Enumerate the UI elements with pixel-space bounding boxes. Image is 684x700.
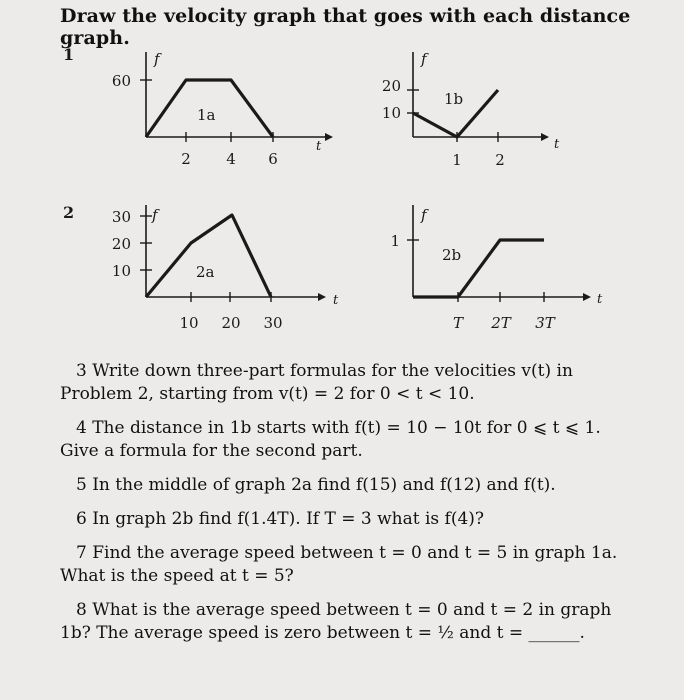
problem-3: 3 Write down three-part formulas for the velocities v(t) in Problem 2, starting from v(t) = 2 for 0 < t < 10. — [60, 361, 573, 404]
distance-curve-2b — [413, 240, 544, 297]
graph-2b — [390, 205, 603, 332]
y-tick-label-1b-10: 10 — [381, 104, 401, 122]
y-tick-label-2a-20: 20 — [111, 235, 131, 253]
x-axis-label-1b: t — [554, 137, 560, 152]
y-axis-label-2a: f — [152, 206, 158, 224]
graph-1b — [382, 50, 560, 169]
x-tick-label-1a-6: 6 — [268, 150, 278, 168]
row-label-1: 1 — [63, 45, 75, 64]
x-tick-label-1a-4: 4 — [226, 150, 236, 168]
graph-label-1b: 1b — [444, 90, 464, 108]
x-axis-label-2a: t — [333, 293, 339, 308]
x-tick-label-2b-2T: 2T — [491, 314, 511, 332]
x-tick-label-2a-10: 10 — [179, 314, 199, 332]
x-arrow-2b — [583, 293, 591, 301]
x-tick-label-1b-2: 2 — [495, 151, 505, 169]
distance-curve-2a — [146, 215, 271, 297]
y-tick-label-2a-10: 10 — [111, 262, 131, 280]
y-tick-label-1a-60: 60 — [111, 72, 131, 90]
graph-label-1a: 1a — [197, 106, 216, 124]
page-heading: Draw the velocity graph that goes with each distance graph. — [60, 5, 631, 49]
y-tick-label-2b-1: 1 — [390, 232, 400, 250]
x-tick-label-2b-T: T — [452, 314, 464, 332]
x-arrow-1b — [541, 133, 549, 141]
graph-label-2a: 2a — [196, 263, 215, 281]
problem-8: 8 What is the average speed between t = 0 and t = 2 in graph 1b? The average speed is zero between t = ½ and t = ______. — [60, 600, 612, 643]
x-axis-label-1a: t — [316, 139, 322, 154]
x-arrow-2a — [318, 293, 326, 301]
x-tick-label-1a-2: 2 — [181, 150, 191, 168]
x-axis-label-2b: t — [597, 292, 603, 307]
y-axis-label-1a: f — [154, 50, 160, 68]
graph-label-2b: 2b — [442, 246, 462, 264]
graph-2a — [112, 205, 339, 332]
y-tick-label-1b-20: 20 — [381, 77, 401, 95]
y-tick-label-2a-30: 30 — [111, 208, 131, 226]
x-tick-label-2b-3T: 3T — [535, 314, 555, 332]
y-axis-label-1b: f — [421, 50, 427, 68]
problem-4: 4 The distance in 1b starts with f(t) = 10 − 10t for 0 ⩽ t ⩽ 1. Give a formula for the second part. — [60, 418, 601, 461]
graph-1a — [112, 50, 333, 168]
x-arrow-1a — [325, 133, 333, 141]
x-tick-label-1b-1: 1 — [452, 151, 462, 169]
row-label-2: 2 — [63, 203, 75, 222]
problem-5: 5 In the middle of graph 2a find f(15) and f(12) and f(t). — [76, 475, 556, 495]
x-tick-label-2a-20: 20 — [221, 314, 241, 332]
problem-6: 6 In graph 2b find f(1.4T). If T = 3 what is f(4)? — [76, 509, 485, 529]
y-axis-label-2b: f — [421, 206, 427, 224]
problem-list — [60, 360, 630, 656]
problem-7: 7 Find the average speed between t = 0 and t = 5 in graph 1a. What is the speed at t = 5? — [60, 543, 618, 586]
x-tick-label-2a-30: 30 — [263, 314, 283, 332]
